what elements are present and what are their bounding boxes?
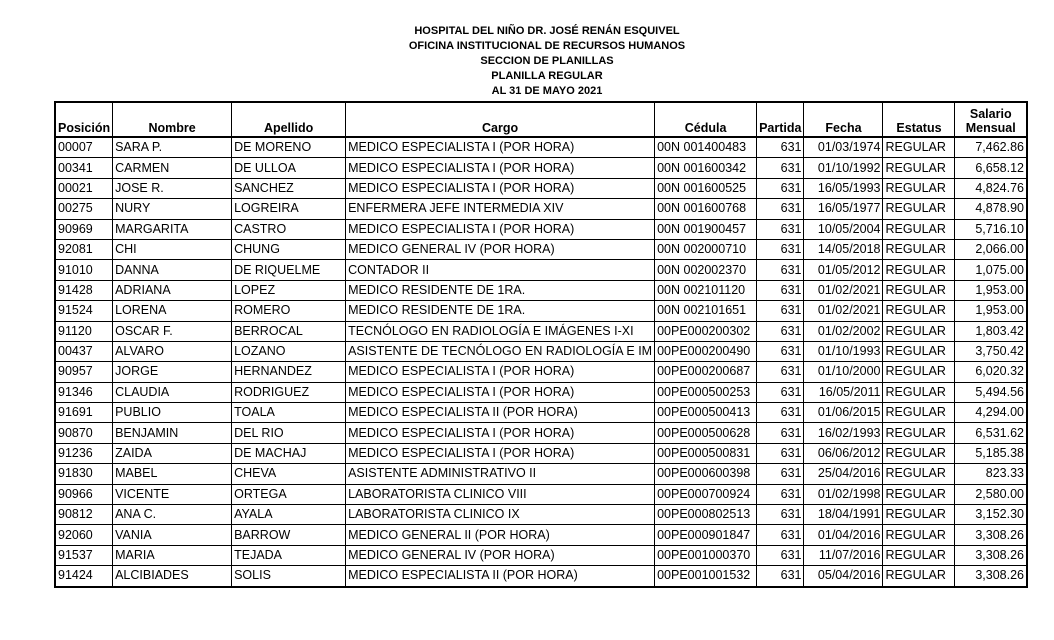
table-row — [55, 382, 1027, 402]
cell-salario: 3,308.26 — [955, 566, 1027, 587]
cell-partida: 631 — [757, 403, 804, 423]
cell-fecha: 01/02/2002 — [804, 321, 883, 341]
cell-apellido: ROMERO — [232, 301, 346, 321]
cell-apellido: DEL RIO — [232, 423, 346, 443]
cell-apellido: SANCHEZ — [232, 178, 346, 198]
cell-posicion: 91691 — [55, 403, 113, 423]
cell-fecha: 01/10/1993 — [804, 341, 883, 361]
cell-posicion: 90966 — [55, 484, 113, 504]
cell-nombre: MABEL — [113, 464, 232, 484]
cell-estatus: REGULAR — [883, 280, 955, 300]
cell-fecha: 06/06/2012 — [804, 443, 883, 463]
cell-estatus: REGULAR — [883, 443, 955, 463]
cell-nombre: SARA P. — [113, 137, 232, 158]
cell-apellido: RODRIGUEZ — [232, 382, 346, 402]
cell-cedula: 00PE000700924 — [655, 484, 757, 504]
cell-salario: 3,308.26 — [955, 545, 1027, 565]
cell-nombre: ALVARO — [113, 341, 232, 361]
cell-apellido: CHEVA — [232, 464, 346, 484]
table-row — [55, 199, 1027, 219]
cell-cedula: 00PE000901847 — [655, 525, 757, 545]
cell-apellido: DE MACHAJ — [232, 443, 346, 463]
cell-apellido: LOGREIRA — [232, 199, 346, 219]
table-row — [55, 178, 1027, 198]
cell-partida: 631 — [757, 137, 804, 158]
cell-salario: 5,494.56 — [955, 382, 1027, 402]
cell-cargo: MEDICO ESPECIALISTA I (POR HORA) — [346, 362, 655, 382]
cell-fecha: 01/10/1992 — [804, 158, 883, 178]
cell-apellido: CASTRO — [232, 219, 346, 239]
col-estatus: Estatus — [883, 102, 955, 137]
cell-posicion: 91010 — [55, 260, 113, 280]
table-row — [55, 545, 1027, 565]
table-header-row — [55, 102, 1027, 137]
table-row — [55, 505, 1027, 525]
cell-posicion: 90957 — [55, 362, 113, 382]
cell-apellido: TOALA — [232, 403, 346, 423]
cell-nombre: CHI — [113, 239, 232, 259]
cell-posicion: 91524 — [55, 301, 113, 321]
section-name: SECCION DE PLANILLAS — [480, 55, 614, 67]
cell-posicion: 91537 — [55, 545, 113, 565]
table-row — [55, 525, 1027, 545]
cell-fecha: 11/07/2016 — [804, 545, 883, 565]
cell-salario: 6,658.12 — [955, 158, 1027, 178]
cell-cargo: TECNÓLOGO EN RADIOLOGÍA E IMÁGENES I-XI — [346, 321, 655, 341]
cell-cedula: 00PE000802513 — [655, 505, 757, 525]
col-cedula: Cédula — [655, 102, 757, 137]
cell-fecha: 10/05/2004 — [804, 219, 883, 239]
cell-apellido: HERNANDEZ — [232, 362, 346, 382]
cell-salario: 1,953.00 — [955, 280, 1027, 300]
cell-cargo: MEDICO ESPECIALISTA I (POR HORA) — [346, 423, 655, 443]
cell-cedula: 00N 001600768 — [655, 199, 757, 219]
cell-fecha: 01/03/1974 — [804, 137, 883, 158]
cell-estatus: REGULAR — [883, 178, 955, 198]
cell-estatus: REGULAR — [883, 137, 955, 158]
cell-posicion: 90969 — [55, 219, 113, 239]
cell-cedula: 00N 001900457 — [655, 219, 757, 239]
cell-cargo: MEDICO GENERAL IV (POR HORA) — [346, 545, 655, 565]
cell-fecha: 01/02/2021 — [804, 280, 883, 300]
cell-partida: 631 — [757, 484, 804, 504]
cell-posicion: 90812 — [55, 505, 113, 525]
cell-posicion: 00275 — [55, 199, 113, 219]
cell-estatus: REGULAR — [883, 362, 955, 382]
cell-fecha: 16/05/1977 — [804, 199, 883, 219]
cell-cedula: 00PE000500413 — [655, 403, 757, 423]
cell-apellido: TEJADA — [232, 545, 346, 565]
cell-cargo: MEDICO ESPECIALISTA I (POR HORA) — [346, 137, 655, 158]
table-row — [55, 137, 1027, 158]
cell-cargo: MEDICO ESPECIALISTA I (POR HORA) — [346, 178, 655, 198]
cell-partida: 631 — [757, 382, 804, 402]
cell-estatus: REGULAR — [883, 321, 955, 341]
cell-salario: 7,462.86 — [955, 137, 1027, 158]
cell-estatus: REGULAR — [883, 484, 955, 504]
cell-posicion: 00341 — [55, 158, 113, 178]
cell-cedula: 00PE000500628 — [655, 423, 757, 443]
cell-posicion: 00437 — [55, 341, 113, 361]
cell-apellido: DE RIQUELME — [232, 260, 346, 280]
cell-fecha: 16/05/2011 — [804, 382, 883, 402]
cell-nombre: OSCAR F. — [113, 321, 232, 341]
table-row — [55, 566, 1027, 587]
cell-salario: 3,308.26 — [955, 525, 1027, 545]
cell-partida: 631 — [757, 178, 804, 198]
cell-posicion: 91830 — [55, 464, 113, 484]
cell-nombre: MARGARITA — [113, 219, 232, 239]
cell-apellido: LOZANO — [232, 341, 346, 361]
cell-partida: 631 — [757, 566, 804, 587]
cell-partida: 631 — [757, 362, 804, 382]
cell-posicion: 92081 — [55, 239, 113, 259]
cell-cargo: MEDICO ESPECIALISTA I (POR HORA) — [346, 158, 655, 178]
cell-apellido: BERROCAL — [232, 321, 346, 341]
cell-cargo: MEDICO ESPECIALISTA I (POR HORA) — [346, 443, 655, 463]
cell-fecha: 14/05/2018 — [804, 239, 883, 259]
cell-estatus: REGULAR — [883, 464, 955, 484]
cell-nombre: VANIA — [113, 525, 232, 545]
cell-estatus: REGULAR — [883, 260, 955, 280]
cell-salario: 6,020.32 — [955, 362, 1027, 382]
cell-nombre: CLAUDIA — [113, 382, 232, 402]
cell-estatus: REGULAR — [883, 301, 955, 321]
cell-fecha: 01/02/1998 — [804, 484, 883, 504]
cell-salario: 2,580.00 — [955, 484, 1027, 504]
table-row — [55, 423, 1027, 443]
cell-cargo: MEDICO RESIDENTE DE 1RA. — [346, 280, 655, 300]
cell-cargo: ASISTENTE DE TECNÓLOGO EN RADIOLOGÍA E IM — [346, 341, 655, 361]
cell-nombre: NURY — [113, 199, 232, 219]
cell-partida: 631 — [757, 505, 804, 525]
cell-fecha: 01/10/2000 — [804, 362, 883, 382]
cell-cargo: MEDICO ESPECIALISTA II (POR HORA) — [346, 566, 655, 587]
col-posicion: Posición — [55, 102, 113, 137]
cell-cedula: 00PE001000370 — [655, 545, 757, 565]
cell-salario: 823.33 — [955, 464, 1027, 484]
cell-fecha: 01/05/2012 — [804, 260, 883, 280]
col-cargo: Cargo — [346, 102, 655, 137]
cell-apellido: DE MORENO — [232, 137, 346, 158]
cell-partida: 631 — [757, 423, 804, 443]
cell-partida: 631 — [757, 239, 804, 259]
table-row — [55, 239, 1027, 259]
cell-fecha: 05/04/2016 — [804, 566, 883, 587]
cell-cargo: ASISTENTE ADMINISTRATIVO II — [346, 464, 655, 484]
cell-salario: 3,750.42 — [955, 341, 1027, 361]
cell-salario: 6,531.62 — [955, 423, 1027, 443]
cell-partida: 631 — [757, 525, 804, 545]
cell-cedula: 00N 002000710 — [655, 239, 757, 259]
cell-nombre: JOSE R. — [113, 178, 232, 198]
cell-cargo: LABORATORISTA CLINICO VIII — [346, 484, 655, 504]
cell-partida: 631 — [757, 301, 804, 321]
cell-cedula: 00PE000500253 — [655, 382, 757, 402]
cell-fecha: 01/02/2021 — [804, 301, 883, 321]
cell-posicion: 00007 — [55, 137, 113, 158]
cell-partida: 631 — [757, 219, 804, 239]
table-row — [55, 403, 1027, 423]
cell-salario: 4,294.00 — [955, 403, 1027, 423]
cell-apellido: LOPEZ — [232, 280, 346, 300]
cell-cedula: 00N 001600525 — [655, 178, 757, 198]
cell-fecha: 16/05/1993 — [804, 178, 883, 198]
cell-salario: 4,878.90 — [955, 199, 1027, 219]
cell-cargo: CONTADOR II — [346, 260, 655, 280]
col-apellido: Apellido — [232, 102, 346, 137]
office-name: OFICINA INSTITUCIONAL DE RECURSOS HUMANOS — [408, 40, 686, 52]
table-row — [55, 260, 1027, 280]
table-row — [55, 219, 1027, 239]
cell-posicion: 91120 — [55, 321, 113, 341]
cell-cedula: 00PE000200687 — [655, 362, 757, 382]
cell-nombre: ALCIBIADES — [113, 566, 232, 587]
cell-cargo: MEDICO ESPECIALISTA I (POR HORA) — [346, 219, 655, 239]
cell-posicion: 92060 — [55, 525, 113, 545]
cell-cedula: 00PE000500831 — [655, 443, 757, 463]
cell-estatus: REGULAR — [883, 199, 955, 219]
cell-estatus: REGULAR — [883, 505, 955, 525]
table-row — [55, 341, 1027, 361]
cell-apellido: SOLIS — [232, 566, 346, 587]
cell-cargo: MEDICO RESIDENTE DE 1RA. — [346, 301, 655, 321]
cell-cedula: 00PE000600398 — [655, 464, 757, 484]
cell-estatus: REGULAR — [883, 566, 955, 587]
hospital-name: HOSPITAL DEL NIÑO DR. JOSÉ RENÁN ESQUIVEL — [414, 25, 680, 37]
cell-posicion: 91424 — [55, 566, 113, 587]
cell-partida: 631 — [757, 443, 804, 463]
cell-estatus: REGULAR — [883, 158, 955, 178]
cell-cedula: 00N 002101120 — [655, 280, 757, 300]
cell-partida: 631 — [757, 199, 804, 219]
cell-fecha: 16/02/1993 — [804, 423, 883, 443]
cell-posicion: 00021 — [55, 178, 113, 198]
cell-nombre: DANNA — [113, 260, 232, 280]
cell-estatus: REGULAR — [883, 382, 955, 402]
cell-cargo: MEDICO GENERAL II (POR HORA) — [346, 525, 655, 545]
cell-posicion: 91428 — [55, 280, 113, 300]
table-row — [55, 301, 1027, 321]
cell-estatus: REGULAR — [883, 525, 955, 545]
cell-cedula: 00PE000200302 — [655, 321, 757, 341]
payroll-table — [54, 101, 1028, 588]
cell-posicion: 90870 — [55, 423, 113, 443]
col-salario-line2: Mensual — [965, 121, 1016, 135]
cell-cargo: MEDICO ESPECIALISTA I (POR HORA) — [346, 382, 655, 402]
cell-cargo: ENFERMERA JEFE INTERMEDIA XIV — [346, 199, 655, 219]
cell-partida: 631 — [757, 280, 804, 300]
cell-partida: 631 — [757, 321, 804, 341]
table-row — [55, 443, 1027, 463]
cell-cedula: 00N 002101651 — [655, 301, 757, 321]
cell-salario: 5,185.38 — [955, 443, 1027, 463]
cell-cargo: LABORATORISTA CLINICO IX — [346, 505, 655, 525]
col-partida: Partida — [757, 102, 804, 137]
cell-fecha: 01/04/2016 — [804, 525, 883, 545]
cell-salario: 1,075.00 — [955, 260, 1027, 280]
cell-cedula: 00N 002002370 — [655, 260, 757, 280]
cell-salario: 1,803.42 — [955, 321, 1027, 341]
cell-nombre: MARIA — [113, 545, 232, 565]
cell-nombre: VICENTE — [113, 484, 232, 504]
cell-salario: 3,152.30 — [955, 505, 1027, 525]
payroll-date: AL 31 DE MAYO 2021 — [491, 85, 603, 97]
cell-salario: 4,824.76 — [955, 178, 1027, 198]
table-row — [55, 464, 1027, 484]
cell-nombre: PUBLIO — [113, 403, 232, 423]
cell-estatus: REGULAR — [883, 403, 955, 423]
col-salario — [955, 102, 1027, 137]
cell-estatus: REGULAR — [883, 239, 955, 259]
cell-cargo: MEDICO GENERAL IV (POR HORA) — [346, 239, 655, 259]
table-row — [55, 484, 1027, 504]
cell-fecha: 18/04/1991 — [804, 505, 883, 525]
cell-partida: 631 — [757, 341, 804, 361]
cell-salario: 5,716.10 — [955, 219, 1027, 239]
cell-estatus: REGULAR — [883, 219, 955, 239]
table-row — [55, 321, 1027, 341]
cell-estatus: REGULAR — [883, 341, 955, 361]
table-row — [55, 158, 1027, 178]
cell-cedula: 00PE001001532 — [655, 566, 757, 587]
cell-cedula: 00PE000200490 — [655, 341, 757, 361]
cell-cargo: MEDICO ESPECIALISTA II (POR HORA) — [346, 403, 655, 423]
col-nombre: Nombre — [113, 102, 232, 137]
cell-nombre: ZAIDA — [113, 443, 232, 463]
cell-cedula: 00N 001600342 — [655, 158, 757, 178]
col-fecha: Fecha — [804, 102, 883, 137]
cell-salario: 1,953.00 — [955, 301, 1027, 321]
cell-estatus: REGULAR — [883, 545, 955, 565]
cell-partida: 631 — [757, 158, 804, 178]
cell-partida: 631 — [757, 545, 804, 565]
cell-apellido: ORTEGA — [232, 484, 346, 504]
cell-nombre: ADRIANA — [113, 280, 232, 300]
cell-apellido: CHUNG — [232, 239, 346, 259]
cell-nombre: CARMEN — [113, 158, 232, 178]
cell-posicion: 91236 — [55, 443, 113, 463]
cell-cedula: 00N 001400483 — [655, 137, 757, 158]
cell-estatus: REGULAR — [883, 423, 955, 443]
cell-posicion: 91346 — [55, 382, 113, 402]
cell-apellido: DE ULLOA — [232, 158, 346, 178]
document-header — [0, 24, 1054, 99]
cell-apellido: BARROW — [232, 525, 346, 545]
cell-salario: 2,066.00 — [955, 239, 1027, 259]
cell-fecha: 25/04/2016 — [804, 464, 883, 484]
cell-nombre: JORGE — [113, 362, 232, 382]
table-row — [55, 280, 1027, 300]
table-row — [55, 362, 1027, 382]
cell-fecha: 01/06/2015 — [804, 403, 883, 423]
cell-nombre: LORENA — [113, 301, 232, 321]
cell-partida: 631 — [757, 464, 804, 484]
cell-nombre: BENJAMIN — [113, 423, 232, 443]
cell-apellido: AYALA — [232, 505, 346, 525]
cell-nombre: ANA C. — [113, 505, 232, 525]
cell-partida: 631 — [757, 260, 804, 280]
payroll-type: PLANILLA REGULAR — [491, 70, 603, 82]
col-salario-line1: Salario — [969, 107, 1012, 121]
